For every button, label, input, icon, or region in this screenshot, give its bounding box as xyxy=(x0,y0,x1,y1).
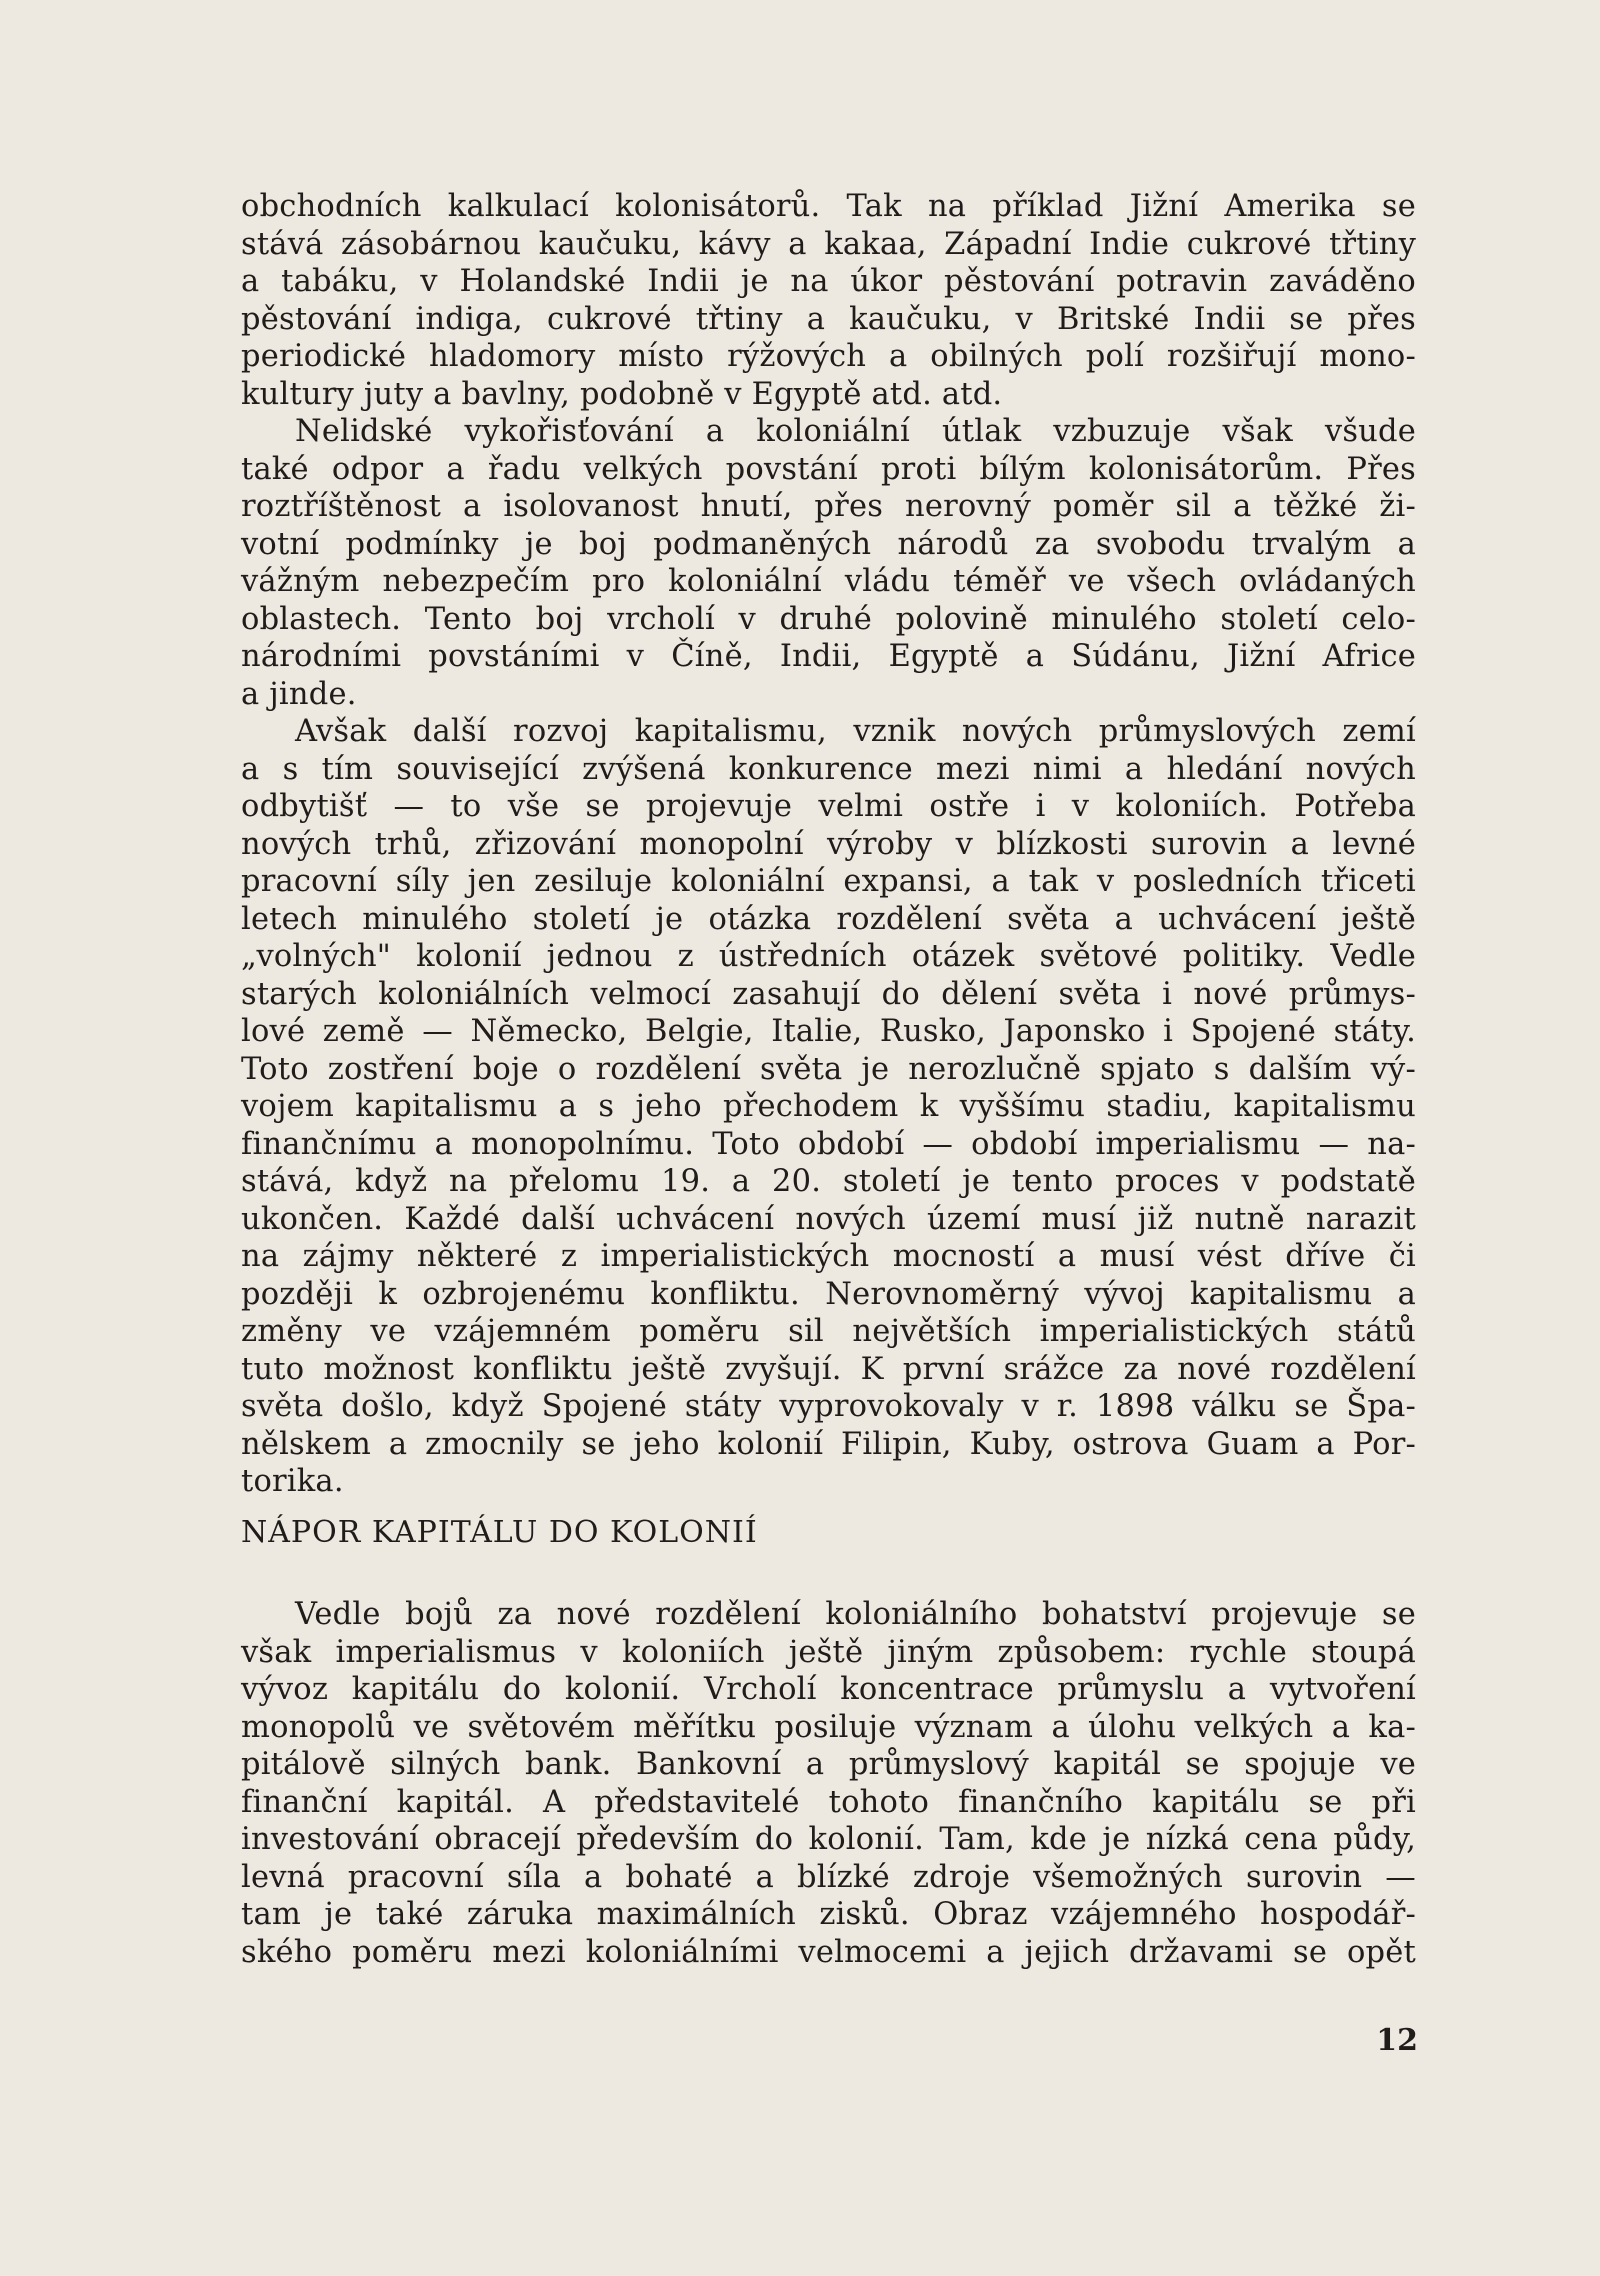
text-line: pracovní síly jen zesiluje koloniální expansi, a tak v posledních třiceti xyxy=(241,864,1416,899)
text-line: periodické hladomory místo rýžových a obilných polí rozšiřují mono- xyxy=(241,339,1416,374)
text-line: a jinde. xyxy=(241,676,357,712)
text-line: finanční kapitál. A představitelé tohoto finančního kapitálu se při xyxy=(241,1784,1416,1820)
text-line: lové země — Německo, Belgie, Italie, Rusko, Japonsko i Spojené státy. xyxy=(241,1014,1416,1049)
text-line: vojem kapitalismu a s jeho přechodem k vyššímu stadiu, kapitalismu xyxy=(241,1089,1416,1124)
text-line: oblastech. Tento boj vrcholí v druhé polovině minulého století celo- xyxy=(241,601,1416,637)
text-line: nělskem a zmocnily se jeho kolonií Filipin, Kuby, ostrova Guam a Por- xyxy=(241,1426,1416,1462)
page-number: 12 xyxy=(1376,2023,1418,2058)
text-line: národními povstáními v Číně, Indii, Egyptě a Súdánu, Jižní Africe xyxy=(241,639,1416,674)
text-line: a tabáku, v Holandské Indii je na úkor pěstování potravin zaváděno xyxy=(241,264,1416,299)
text-line: stává zásobárnou kaučuku, kávy a kakaa, Západní Indie cukrové třtiny xyxy=(241,226,1416,262)
text-line: ukončen. Každé další uchvácení nových území musí již nutně narazit xyxy=(241,1201,1416,1237)
text-line: Vedle bojů za nové rozdělení koloniálního bohatství projevuje se xyxy=(295,1597,1416,1632)
body-text-section-2 xyxy=(241,1596,1416,1971)
text-line: a s tím související zvýšená konkurence mezi nimi a hledání nových xyxy=(241,751,1416,787)
text-line: také odpor a řadu velkých povstání proti bílým kolonisátorům. Přes xyxy=(241,451,1416,487)
text-line: „volných" kolonií jednou z ústředních otázek světové politiky. Vedle xyxy=(241,939,1416,974)
text-line: investování obracejí především do kolonií. Tam, kde je nízká cena půdy, xyxy=(241,1822,1416,1857)
text-line: nových trhů, zřizování monopolní výroby v blízkosti surovin a levné xyxy=(241,826,1416,862)
text-line: ského poměru mezi koloniálními velmocemi a jejich državami se opět xyxy=(241,1934,1416,1970)
text-line: pitálově silných bank. Bankovní a průmyslový kapitál se spojuje ve xyxy=(241,1747,1416,1782)
text-line: kultury juty a bavlny, podobně v Egyptě atd. atd. xyxy=(241,376,1003,412)
text-line: stává, když na přelomu 19. a 20. století je tento proces v podstatě xyxy=(241,1164,1416,1199)
text-line: monopolů ve světovém měřítku posiluje význam a úlohu velkých a ka- xyxy=(241,1709,1416,1745)
text-line: světa došlo, když Spojené státy vyprovokovaly v r. 1898 válku se Špa- xyxy=(241,1389,1416,1424)
text-line: vývoz kapitálu do kolonií. Vrcholí koncentrace průmyslu a vytvoření xyxy=(241,1672,1416,1707)
text-line: vážným nebezpečím pro koloniální vládu téměř ve všech ovládaných xyxy=(241,564,1416,599)
text-line: Toto zostření boje o rozdělení světa je nerozlučně spjato s dalším vý- xyxy=(241,1051,1416,1087)
text-line: Avšak další rozvoj kapitalismu, vznik nových průmyslových zemí xyxy=(295,714,1416,749)
text-line: starých koloniálních velmocí zasahují do dělení světa i nové průmys- xyxy=(241,976,1416,1012)
text-line: letech minulého století je otázka rozdělení světa a uchvácení ještě xyxy=(241,901,1416,937)
text-line: na zájmy některé z imperialistických mocností a musí vést dříve či xyxy=(241,1239,1416,1274)
text-line: později k ozbrojenému konfliktu. Nerovnoměrný vývoj kapitalismu a xyxy=(241,1276,1416,1312)
body-text-section-1 xyxy=(241,188,1416,1501)
text-line: torika. xyxy=(241,1464,344,1499)
text-line: finančnímu a monopolnímu. Toto období — období imperialismu — na- xyxy=(241,1126,1416,1162)
text-line: však imperialismus v koloniích ještě jiným způsobem: rychle stoupá xyxy=(241,1634,1416,1670)
text-line: tam je také záruka maximálních zisků. Obraz vzájemného hospodář- xyxy=(241,1897,1416,1932)
text-line: změny ve vzájemném poměru sil největších imperialistických států xyxy=(241,1314,1416,1349)
text-line: levná pracovní síla a bohaté a blízké zdroje všemožných surovin — xyxy=(241,1859,1416,1895)
text-line: Nelidské vykořisťování a koloniální útlak vzbuzuje však všude xyxy=(295,414,1416,449)
section-heading: NÁPOR KAPITÁLU DO KOLONIÍ xyxy=(241,1515,758,1550)
text-line: votní podmínky je boj podmaněných národů za svobodu trvalým a xyxy=(241,526,1416,562)
text-line: odbytišť — to vše se projevuje velmi ostře i v koloniích. Potřeba xyxy=(241,789,1416,824)
text-line: obchodních kalkulací kolonisátorů. Tak na příklad Jižní Amerika se xyxy=(241,189,1416,224)
text-line: roztříštěnost a isolovanost hnutí, přes nerovný poměr sil a těžké ži- xyxy=(241,489,1416,524)
text-line: tuto možnost konfliktu ještě zvyšují. K první srážce za nové rozdělení xyxy=(241,1351,1416,1387)
text-line: pěstování indiga, cukrové třtiny a kaučuku, v Britské Indii se přes xyxy=(241,301,1416,337)
